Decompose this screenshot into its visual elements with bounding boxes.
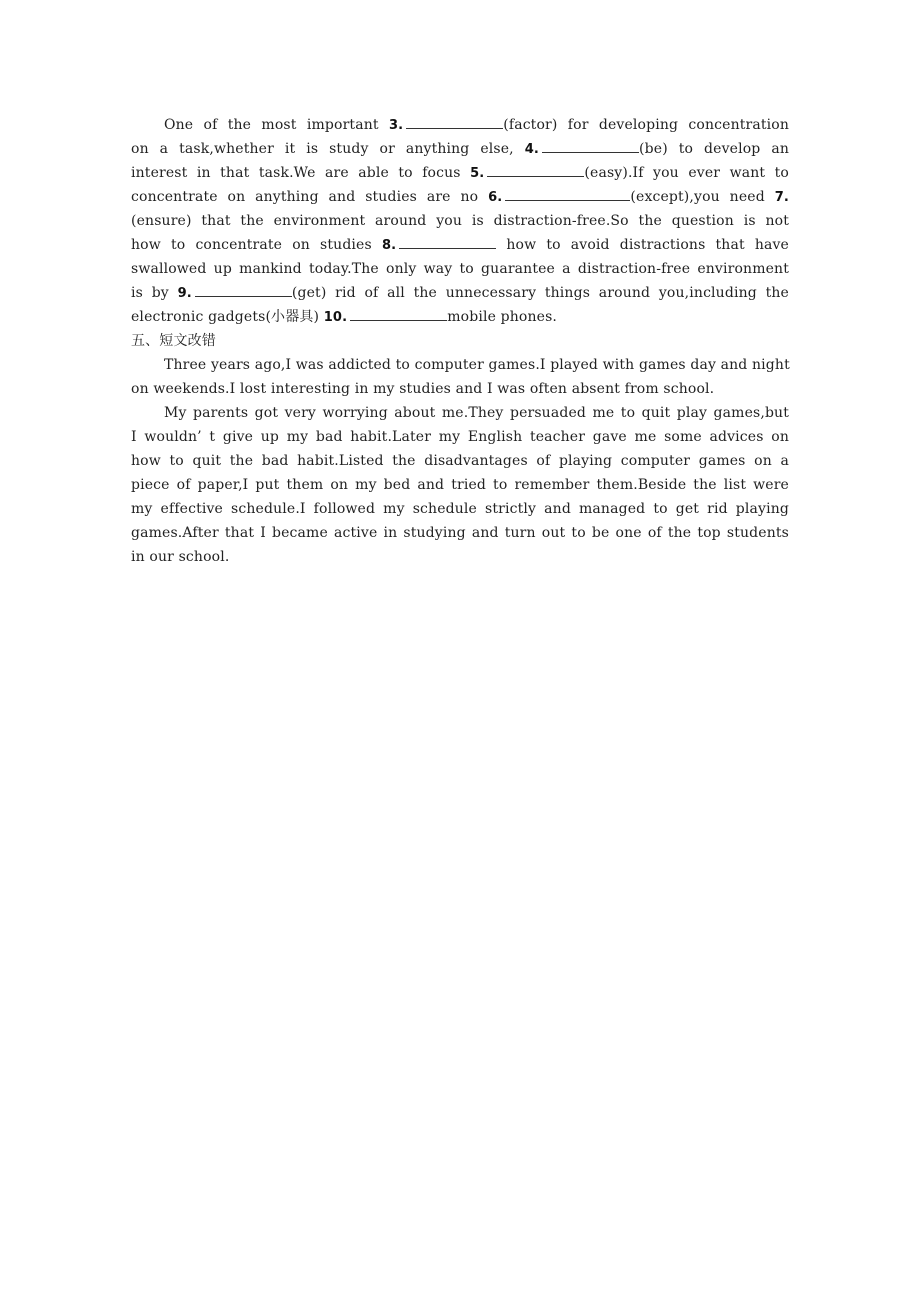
- error-correction-section: [131, 329, 789, 569]
- paragraph-line: my effective schedule.I followed my schedule strictly and managed to get rid playing: [131, 501, 789, 517]
- passage-line-8: is by 9. (get) rid of all the unnecessary things around you,including the: [131, 281, 789, 305]
- paragraph-line: games.After that I became active in studying and turn out to be one of the top students: [131, 525, 789, 541]
- paragraph-2: [131, 401, 789, 569]
- blank-number-3: 3.: [388, 118, 404, 133]
- paragraph-line: on weekends.I lost interesting in my studies and I was often absent from school.: [131, 381, 715, 397]
- blank-10[interactable]: [350, 305, 447, 321]
- section-title: 五、短文改错: [131, 333, 216, 349]
- passage-line-5: (ensure) that the environment around you is distraction-free.So the question is not: [131, 213, 789, 229]
- blank-6[interactable]: [505, 185, 630, 201]
- blank-5[interactable]: [487, 161, 584, 177]
- document-page: [131, 113, 789, 569]
- paragraph-line: how to quit the bad habit.Listed the disadvantages of playing computer games on a: [131, 453, 789, 469]
- passage-line-6: how to concentrate on studies 8. how to avoid distractions that have: [131, 233, 789, 257]
- blank-8[interactable]: [399, 233, 496, 249]
- passage-line-9: electronic gadgets(小器具) 10. mobile phones.: [131, 305, 789, 329]
- paragraph-line: Three years ago,I was addicted to computer games.I played with games day and night: [164, 357, 790, 373]
- passage-line-1: One of the most important 3. (factor) for developing concentration: [131, 113, 789, 137]
- paragraph-line: I wouldn’ t give up my bad habit.Later my English teacher gave me some advices on: [131, 429, 789, 445]
- blank-number-9: 9.: [177, 286, 192, 301]
- blank-number-5: 5.: [470, 166, 485, 181]
- blank-9[interactable]: [195, 281, 292, 297]
- paragraph-line: piece of paper,I put them on my bed and tried to remember them.Beside the list were: [131, 477, 789, 493]
- blank-number-8: 8.: [381, 238, 397, 253]
- blank-number-6: 6.: [488, 190, 503, 205]
- passage-line-4: concentrate on anything and studies are no 6. (except),you need 7.: [131, 185, 789, 209]
- paragraph-line: My parents got very worrying about me.They persuaded me to quit play games,but: [164, 405, 789, 421]
- paragraph-line: in our school.: [131, 549, 230, 565]
- passage-line-2: on a task,whether it is study or anything else, 4. (be) to develop an: [131, 137, 789, 161]
- blank-number-4: 4.: [524, 142, 540, 157]
- fill-blank-passage: [131, 113, 789, 329]
- passage-line-3: interest in that task.We are able to focus 5. (easy).If you ever want to: [131, 161, 789, 185]
- blank-3[interactable]: [406, 113, 503, 129]
- blank-number-10: 10.: [323, 310, 348, 325]
- passage-line-7: swallowed up mankind today.The only way to guarantee a distraction-free environment: [131, 261, 789, 277]
- blank-number-7: 7.: [774, 190, 789, 205]
- paragraph-1: [131, 353, 789, 401]
- blank-4[interactable]: [542, 137, 639, 153]
